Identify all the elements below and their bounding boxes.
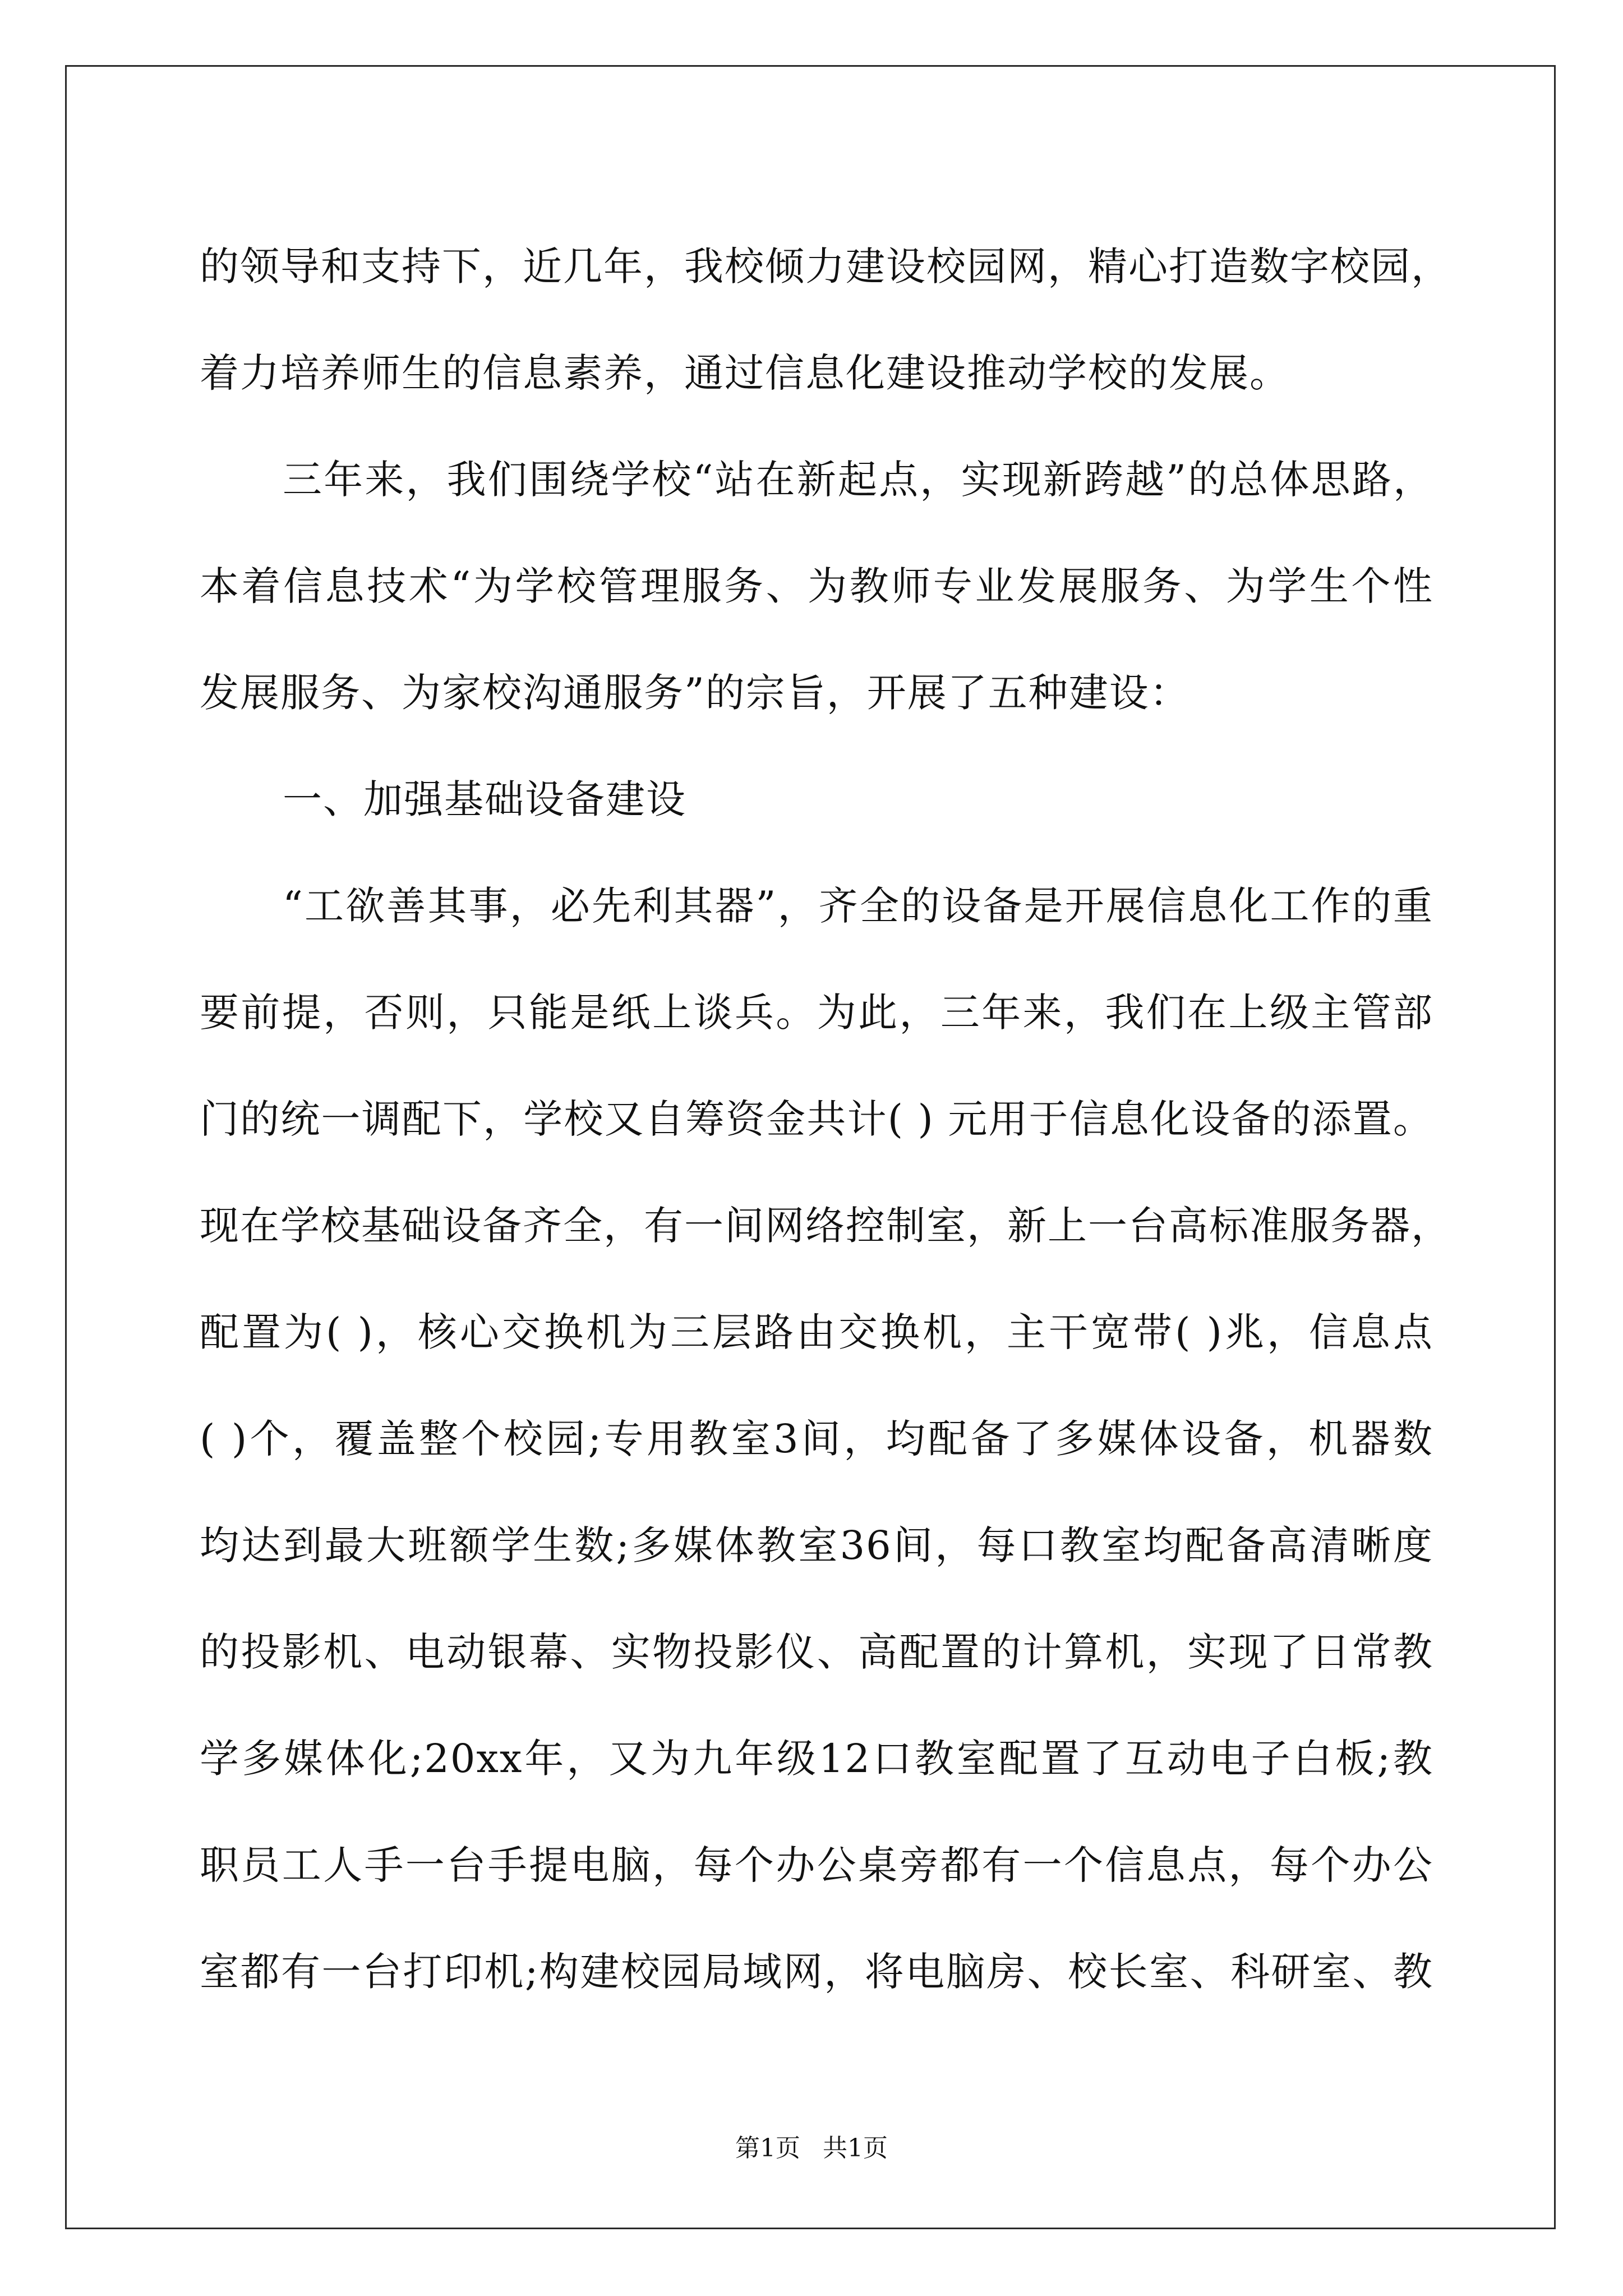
text-line-9: 门的统一调配下，学校又自筹资金共计( ) 元用于信息化设备的添置。 — [200, 1096, 1433, 1142]
text-line-1: 的领导和支持下，近几年，我校倾力建设校园网，精心打造数字校园， — [200, 243, 1451, 289]
text-line-13: 均达到最大班额学生数;多媒体教室36间，每口教室均配备高清晰度 — [200, 1522, 1433, 1568]
page-total: 共1页 — [823, 2134, 888, 2162]
text-line-16: 职员工人手一台手提电脑，每个办公桌旁都有一个信息点，每个办公 — [200, 1842, 1433, 1888]
text-line-10: 现在学校基础设备齐全，有一间网络控制室，新上一台高标准服务器， — [200, 1203, 1451, 1249]
section-heading: 一、加强基础设备建设 — [283, 776, 686, 822]
text-line-12: ( )个，覆盖整个校园;专用教室3间，均配备了多媒体设备，机器数 — [200, 1416, 1433, 1462]
text-line-14: 的投影机、电动银幕、实物投影仪、高配置的计算机，实现了日常教 — [200, 1629, 1433, 1675]
text-line-3: 三年来，我们围绕学校“站在新起点，实现新跨越”的总体思路， — [283, 457, 1433, 503]
page-number: 第1页 — [735, 2134, 800, 2162]
text-line-2: 着力培养师生的信息素养，通过信息化建设推动学校的发展。 — [200, 350, 1290, 396]
text-line-4: 本着信息技术“为学校管理服务、为教师专业发展服务、为学生个性 — [200, 563, 1433, 609]
page-footer — [0, 2132, 1623, 2165]
document-body — [200, 213, 1451, 2025]
text-line-11: 配置为( )，核心交换机为三层路由交换机，主干宽带( )兆，信息点 — [200, 1309, 1433, 1355]
text-line-17: 室都有一台打印机;构建校园局域网，将电脑房、校长室、科研室、教 — [200, 1949, 1433, 1995]
text-line-8: 要前提，否则，只能是纸上谈兵。为此，三年来，我们在上级主管部 — [200, 990, 1433, 1036]
text-line-7: “工欲善其事，必先利其器”，齐全的设备是开展信息化工作的重 — [283, 883, 1433, 929]
text-line-5: 发展服务、为家校沟通服务”的宗旨，开展了五种建设： — [200, 670, 1190, 716]
text-line-15: 学多媒体化;20xx年，又为九年级12口教室配置了互动电子白板;教 — [200, 1736, 1433, 1782]
